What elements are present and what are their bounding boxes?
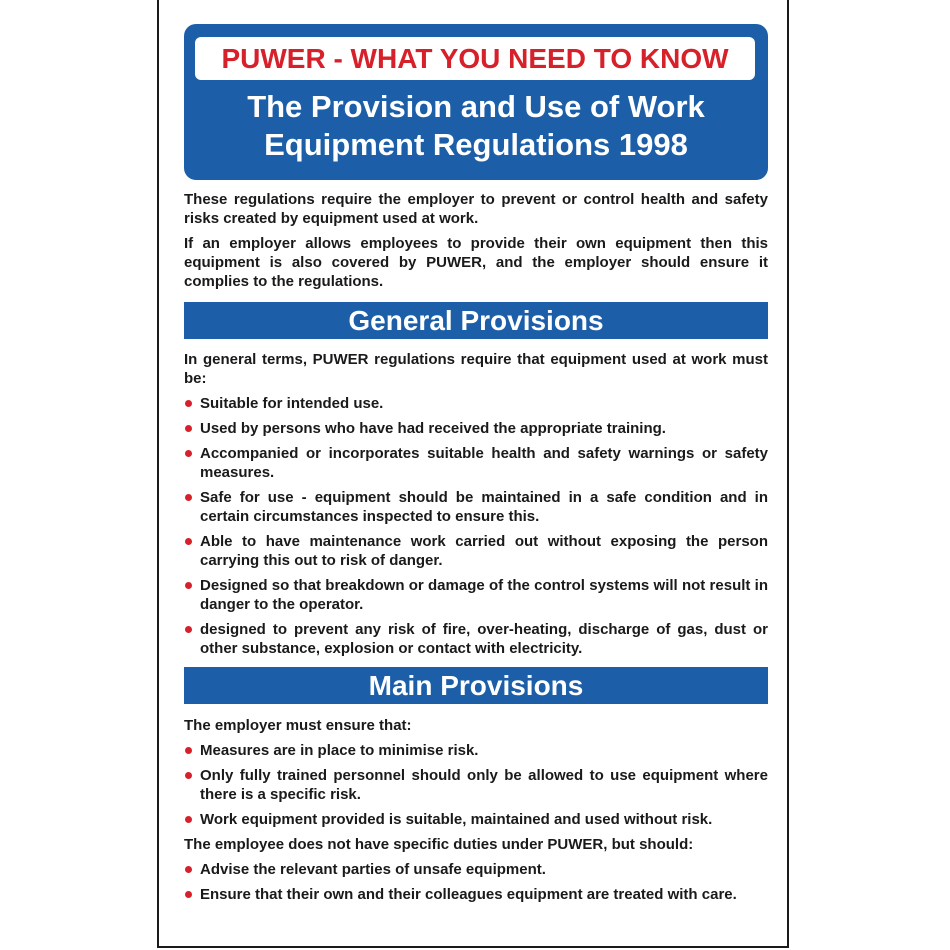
- intro-paragraph-2: If an employer allows employees to provide their own equipment then this equipment is also covered by PUWER, and the employer should ensure it complies to the regulations.: [184, 235, 768, 290]
- employee-lead: The employee does not have specific duties under PUWER, but should:: [184, 836, 694, 853]
- list-item: Advise the relevant parties of unsafe equipment.: [184, 860, 768, 879]
- list-item: Able to have maintenance work carried out without exposing the person carrying this out to risk of danger.: [184, 532, 768, 570]
- bullet-icon: [185, 538, 192, 545]
- bullet-icon: [185, 626, 192, 633]
- list-item: Only fully trained personnel should only be allowed to use equipment where there is a specific risk.: [184, 766, 768, 804]
- list-item: Suitable for intended use.: [184, 394, 768, 413]
- intro-paragraph-1: These regulations require the employer to prevent or control health and safety risks created by equipment used at work.: [184, 191, 768, 227]
- general-provisions-section: [184, 350, 768, 658]
- bullet-icon: [185, 891, 192, 898]
- list-item: Ensure that their own and their colleagues equipment are treated with care.: [184, 885, 768, 904]
- bullet-icon: [185, 582, 192, 589]
- list-item: Used by persons who have had received the appropriate training.: [184, 419, 768, 438]
- sign-title-line-2: Equipment Regulations 1998: [264, 127, 688, 162]
- list-item: Accompanied or incorporates suitable health and safety warnings or safety measures.: [184, 444, 768, 482]
- employee-bullet-list: [184, 860, 768, 904]
- general-lead: In general terms, PUWER regulations require that equipment used at work must be:: [184, 351, 768, 387]
- sign-subtitle: PUWER - WHAT YOU NEED TO KNOW: [195, 37, 755, 80]
- list-item: Work equipment provided is suitable, maintained and used without risk.: [184, 810, 768, 829]
- bullet-icon: [185, 400, 192, 407]
- list-item: Designed so that breakdown or damage of the control systems will not result in danger to the operator.: [184, 576, 768, 614]
- general-bullet-list: [184, 394, 768, 658]
- sign-header: [184, 24, 768, 180]
- general-provisions-heading: General Provisions: [184, 302, 768, 339]
- bullet-icon: [185, 425, 192, 432]
- bullet-icon: [185, 747, 192, 754]
- bullet-icon: [185, 816, 192, 823]
- main-provisions-heading: Main Provisions: [184, 667, 768, 704]
- list-item: designed to prevent any risk of fire, over-heating, discharge of gas, dust or other substance, explosion or contact with electricity.: [184, 620, 768, 658]
- sign-title-line-1: The Provision and Use of Work: [247, 89, 705, 124]
- bullet-icon: [185, 494, 192, 501]
- employer-bullet-list: [184, 741, 768, 829]
- bullet-icon: [185, 772, 192, 779]
- intro-section: [184, 190, 768, 291]
- list-item: Safe for use - equipment should be maintained in a safe condition and in certain circumstances inspected to ensure this.: [184, 488, 768, 526]
- bullet-icon: [185, 450, 192, 457]
- main-provisions-section: [184, 716, 768, 904]
- safety-sign: [157, 0, 789, 948]
- list-item: Measures are in place to minimise risk.: [184, 741, 768, 760]
- bullet-icon: [185, 866, 192, 873]
- employer-lead: The employer must ensure that:: [184, 717, 412, 734]
- sign-title: [184, 88, 768, 164]
